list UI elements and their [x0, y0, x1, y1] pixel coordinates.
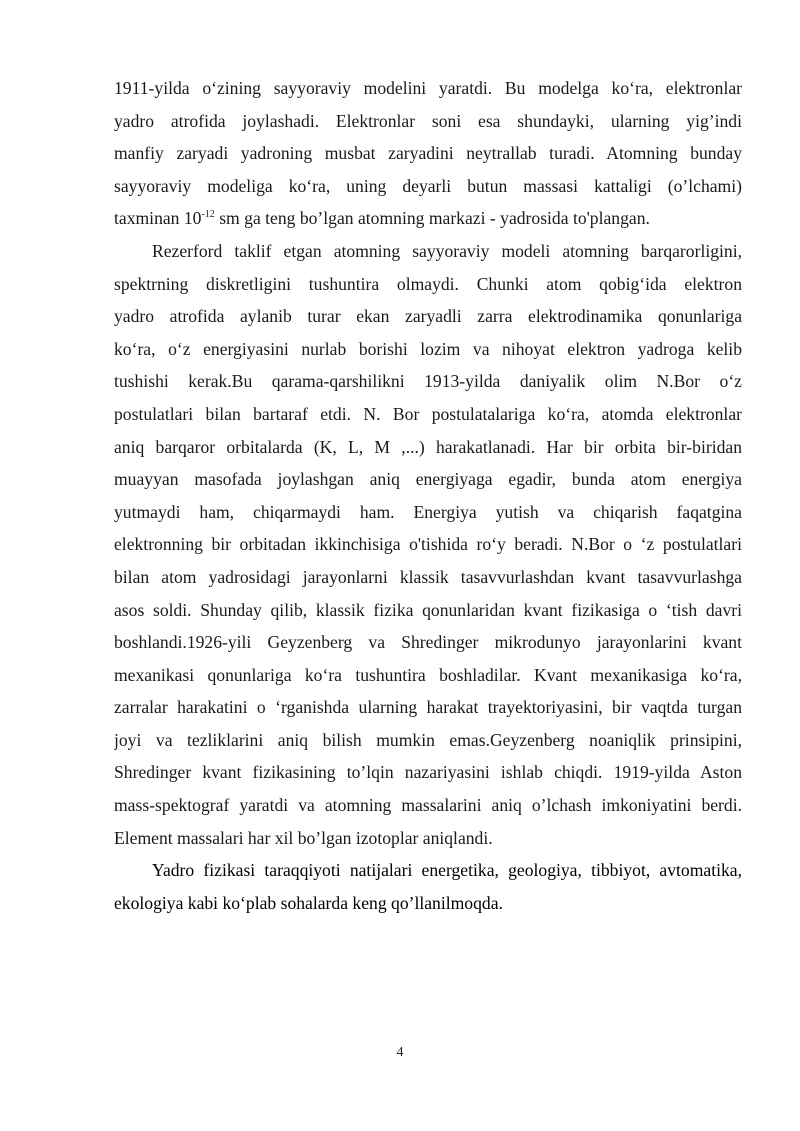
- text-line: Shredinger kvant fizikasining to’lqin nazariyasini ishlab chiqdi. 1919-yilda Aston: [114, 762, 742, 783]
- text-line: mexanikasi qonunlariga ko‘ra tushuntira boshladilar. Kvant mexanikasiga ko‘ra,: [114, 664, 742, 685]
- text-line: postulatlari bilan bartaraf etdi. N. Bor postulatalariga ko‘ra, atomda elektronlar: [114, 403, 742, 424]
- text-line: asos soldi. Shunday qilib, klassik fizika qonunlaridan kvant fizikasiga o ‘tish davri: [114, 599, 742, 620]
- paragraph-1: [114, 72, 742, 235]
- text-line: yadro atrofida joylashadi. Elektronlar soni esa shundayki, ularning yig’indi: [114, 110, 742, 131]
- text-line: yadro atrofida aylanib turar ekan zaryadli zarra elektrodinamika qonunlariga: [114, 306, 742, 327]
- text-line: Rezerford taklif etgan atomning sayyoraviy modeli atomning barqarorligini,: [152, 240, 742, 261]
- text-line: joyi va tezliklarini aniq bilish mumkin emas.Geyzenberg noaniqlik prinsipini,: [114, 729, 742, 750]
- text-line: spektrning diskretligini tushuntira olmaydi. Chunki atom qobig‘ida elektron: [114, 273, 742, 294]
- page-number: 4: [396, 1045, 404, 1060]
- paragraph-2: [114, 235, 742, 854]
- text-line: zarralar harakatini o ‘rganishda ularning harakat trayektoriyasini, bir vaqtda turgan: [114, 697, 742, 718]
- text-line: sayyoraviy modeliga ko‘ra, uning deyarli butun massasi kattaligi (o’lchami): [114, 175, 742, 196]
- text-line: bilan atom yadrosidagi jarayonlarni klassik tasavvurlashdan kvant tasavvurlashga: [114, 566, 742, 587]
- superscript-exponent: -12: [201, 209, 215, 221]
- text-segment: sm ga teng bo’lgan atomning markazi - yadrosida to'plangan.: [214, 208, 650, 229]
- text-line: manfiy zaryadi yadroning musbat zaryadini neytrallab turadi. Atomning bunday: [114, 143, 742, 164]
- text-line: [114, 202, 742, 235]
- text-line: 1911-yilda o‘zining sayyoraviy modelini yaratdi. Bu modelga ko‘ra, elektronlar: [114, 78, 742, 98]
- body-text: [114, 72, 742, 919]
- text-line: Yadro fizikasi taraqqiyoti natijalari energetika, geologiya, tibbiyot, avtomatika,: [152, 860, 742, 881]
- text-segment: taxminan 10: [114, 208, 202, 229]
- text-line: tushishi kerak.Bu qarama-qarshilikni 1913-yilda daniyalik olim N.Bor o‘z: [114, 371, 742, 392]
- text-line: ko‘ra, o‘z energiyasini nurlab borishi lozim va nihoyat elektron yadroga kelib: [114, 338, 742, 359]
- text-line: mass-spektograf yaratdi va atomning massalarini aniq o’lchash imkoniyatini berdi.: [114, 795, 742, 816]
- text-line: aniq barqaror orbitalarda (K, L, M ,...) harakatlanadi. Har bir orbita bir-biridan: [114, 436, 742, 457]
- paragraph-3: [114, 854, 742, 919]
- text-line: boshlandi.1926-yili Geyzenberg va Shredinger mikrodunyo jarayonlarini kvant: [114, 632, 742, 653]
- text-line: elektronning bir orbitadan ikkinchisiga o'tishida ro‘y beradi. N.Bor o ‘z postulatlari: [114, 534, 742, 555]
- text-line: yutmaydi ham, chiqarmaydi ham. Energiya yutish va chiqarish faqatgina: [114, 501, 742, 522]
- text-line: Element massalari har xil bo’lgan izotoplar aniqlandi.: [114, 827, 493, 848]
- text-line: ekologiya kabi ko‘plab sohalarda keng qo’llanilmoqda.: [114, 892, 503, 913]
- text-line: muayyan masofada joylashgan aniq energiyaga egadir, bunda atom energiya: [114, 469, 742, 490]
